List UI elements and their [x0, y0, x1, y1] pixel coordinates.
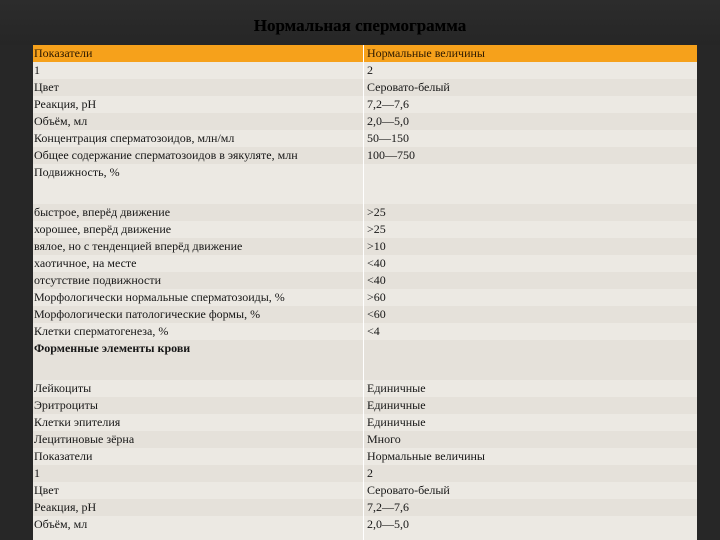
page-title: Нормальная спермограмма — [253, 16, 467, 35]
spermogram-table — [33, 45, 697, 540]
row-label: Эритроциты — [34, 398, 98, 412]
row-value: Серовато-белый — [367, 80, 450, 94]
table-row — [33, 164, 697, 204]
header-cell-indicators: Показатели — [34, 46, 93, 60]
table-row — [33, 221, 697, 238]
row-label: Лецитиновые зёрна — [34, 432, 135, 446]
table-row — [33, 448, 697, 465]
row-label: Лейкоциты — [34, 381, 92, 395]
row-label: Подвижность, % — [34, 165, 120, 179]
row-label: Объём, мл — [34, 114, 88, 128]
table-row — [33, 238, 697, 255]
table-row — [33, 113, 697, 130]
row-value: 2,0—5,0 — [367, 517, 409, 531]
table-row — [33, 340, 697, 380]
table-row — [33, 62, 697, 79]
row-value: >25 — [367, 205, 386, 219]
row-value: Серовато-белый — [367, 483, 450, 497]
row-label: 1 — [34, 466, 40, 480]
table-row — [33, 204, 697, 221]
row-value: 2 — [367, 466, 373, 480]
row-value: <40 — [367, 273, 386, 287]
row-label: Показатели — [34, 449, 93, 463]
table-row — [33, 414, 697, 431]
row-label: Форменные элементы крови — [34, 341, 191, 355]
header-cell-normal-values: Нормальные величины — [367, 46, 485, 60]
row-label: хорошее, вперёд движение — [34, 222, 172, 236]
row-label: Реакция, рН — [34, 97, 97, 111]
row-value: 2,0—5,0 — [367, 114, 409, 128]
row-value: <4 — [367, 324, 380, 338]
row-label: Цвет — [34, 483, 59, 497]
table-row — [33, 482, 697, 499]
table-row — [33, 380, 697, 397]
row-label: Объём, мл — [34, 517, 88, 531]
table-row — [33, 306, 697, 323]
table-row — [33, 255, 697, 272]
row-value: 100—750 — [367, 148, 415, 162]
row-value: >25 — [367, 222, 386, 236]
row-value: 2 — [367, 63, 373, 77]
row-label: Клетки эпителия — [34, 415, 121, 429]
table-row — [33, 79, 697, 96]
row-label: хаотичное, на месте — [34, 256, 137, 270]
row-label: 1 — [34, 63, 40, 77]
row-label: Морфологически патологические формы, % — [34, 307, 261, 321]
row-value: 7,2—7,6 — [367, 500, 409, 514]
table-header-row — [33, 45, 697, 62]
row-value: 50—150 — [367, 131, 409, 145]
table-row — [33, 465, 697, 482]
row-value: >10 — [367, 239, 386, 253]
column-divider — [363, 45, 364, 540]
table-row — [33, 516, 697, 540]
row-value: 7,2—7,6 — [367, 97, 409, 111]
row-label: Общее содержание сперматозоидов в эякуляте, млн — [34, 148, 298, 162]
row-label: отсутствие подвижности — [34, 273, 162, 287]
row-value: <60 — [367, 307, 386, 321]
row-label: Цвет — [34, 80, 59, 94]
row-value: Единичные — [367, 415, 426, 429]
table-row — [33, 431, 697, 448]
row-value: <40 — [367, 256, 386, 270]
row-label: Концентрация сперматозоидов, млн/мл — [34, 131, 235, 145]
row-label: вялое, но с тенденцией вперёд движение — [34, 239, 243, 253]
table-row — [33, 147, 697, 164]
row-label: Клетки сперматогенеза, % — [34, 324, 169, 338]
row-value: Нормальные величины — [367, 449, 485, 463]
table-row — [33, 272, 697, 289]
table-row — [33, 130, 697, 147]
table-row — [33, 397, 697, 414]
row-label: Реакция, рН — [34, 500, 97, 514]
table-row — [33, 323, 697, 340]
row-value: Много — [367, 432, 401, 446]
row-value: >60 — [367, 290, 386, 304]
table-row — [33, 289, 697, 306]
row-label: Морфологически нормальные сперматозоиды, % — [34, 290, 285, 304]
row-label: быстрое, вперёд движение — [34, 205, 171, 219]
table-row — [33, 499, 697, 516]
row-value: Единичные — [367, 398, 426, 412]
table-row — [33, 96, 697, 113]
row-value: Единичные — [367, 381, 426, 395]
